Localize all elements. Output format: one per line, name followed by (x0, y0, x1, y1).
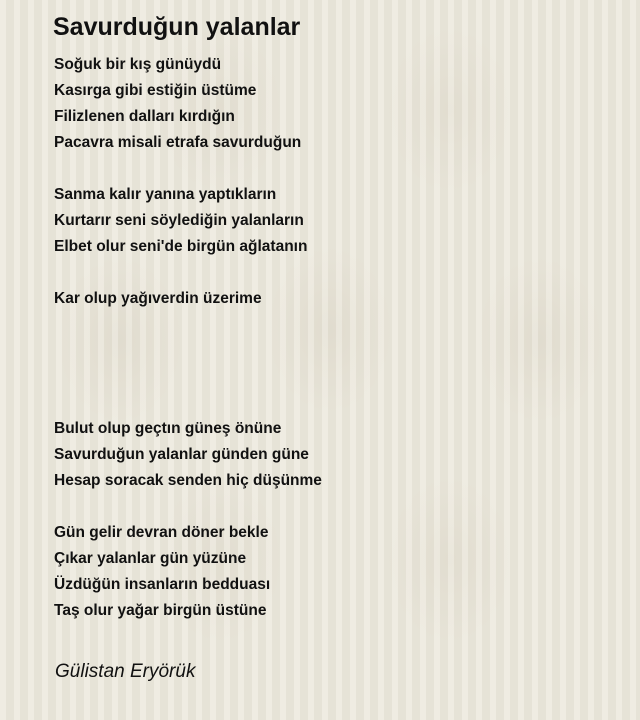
stanza-break (54, 364, 614, 390)
poem-line: Sanma kalır yanına yaptıkların (54, 186, 277, 203)
stanza-break (54, 494, 614, 520)
poem-line: Kasırga gibi estiğin üstüme (54, 82, 257, 99)
poem-line: Üzdüğün insanların bedduası (54, 576, 271, 593)
poem-line: Taş olur yağar birgün üstüne (54, 602, 267, 619)
poem-line: Kar olup yağıverdin üzerime (54, 290, 262, 307)
poem-line: Elbet olur seni'de birgün ağlatanın (54, 238, 308, 255)
stanza-break (54, 312, 614, 338)
stanza-break (54, 156, 614, 182)
poem-line: Savurduğun yalanlar günden güne (54, 446, 309, 463)
poem-line: Soğuk bir kış günüydü (54, 56, 222, 73)
poem-line: Gün gelir devran döner bekle (54, 524, 269, 541)
stanza-break (54, 390, 614, 416)
poem-author: Gülistan Eryörük (55, 661, 196, 682)
poem-title: Savurduğun yalanlar (53, 13, 301, 41)
poem-line: Filizlenen dalları kırdığın (54, 108, 235, 125)
poem-line: Bulut olup geçtın güneş önüne (54, 420, 282, 437)
stanza-break (54, 260, 614, 286)
poem-body (54, 52, 614, 624)
poem-line: Çıkar yalanlar gün yüzüne (54, 550, 247, 567)
poem-line: Kurtarır seni söylediğin yalanların (54, 212, 304, 229)
stanza-break (54, 338, 614, 364)
poem-line: Hesap soracak senden hiç düşünme (54, 472, 322, 489)
poem-line: Pacavra misali etrafa savurduğun (54, 134, 302, 151)
